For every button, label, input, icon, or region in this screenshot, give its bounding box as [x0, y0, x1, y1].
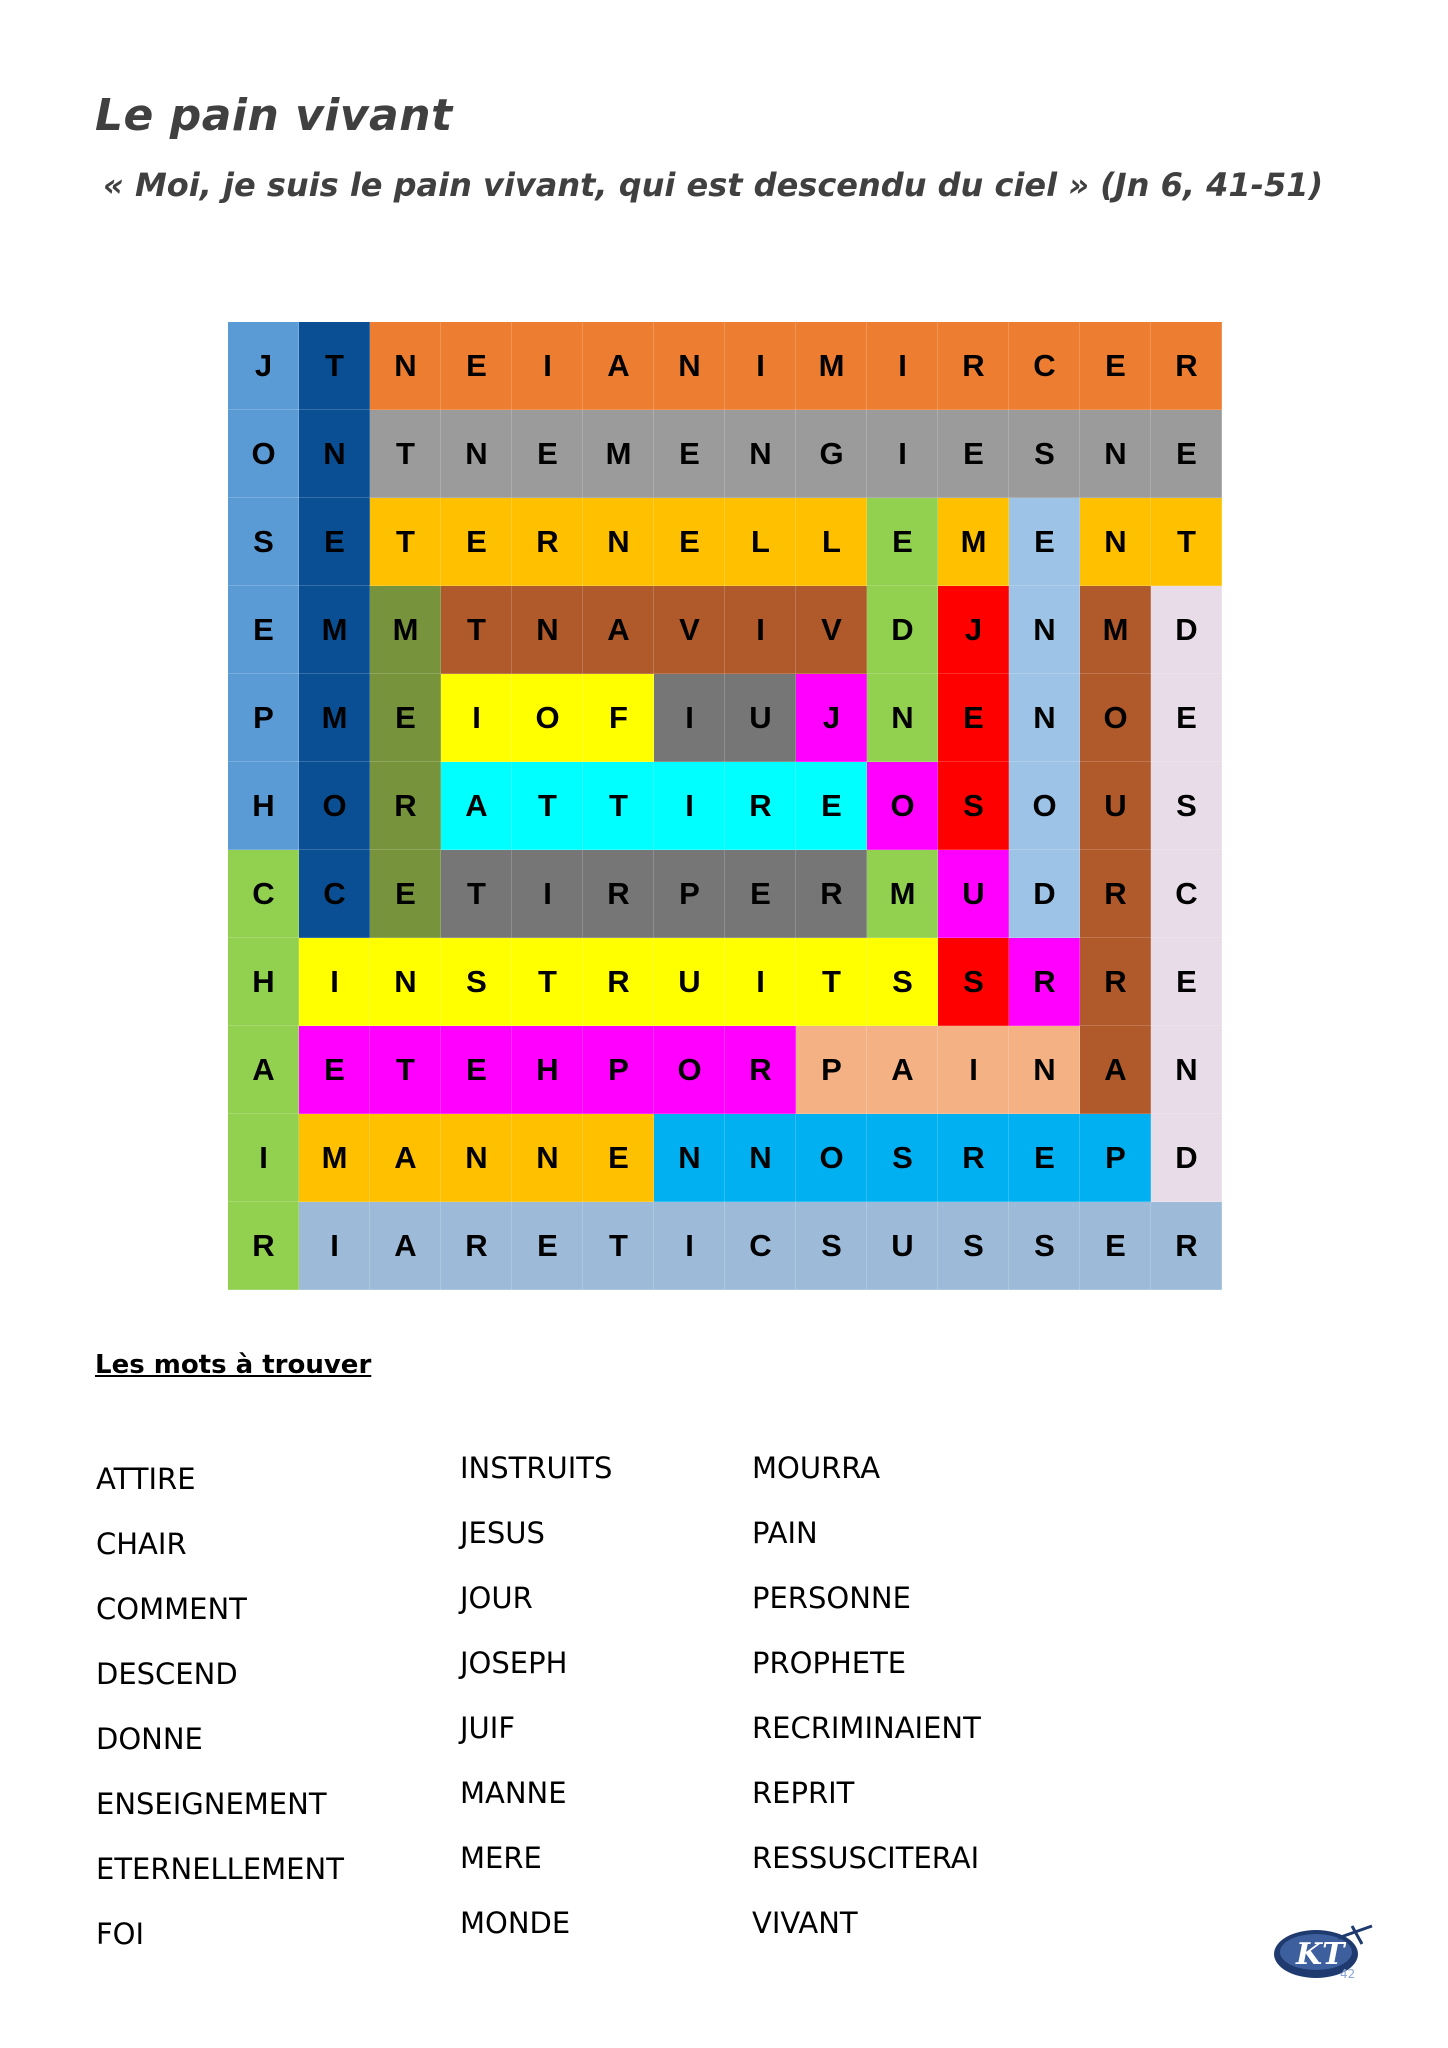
grid-cell[interactable]: L — [796, 498, 867, 586]
grid-cell[interactable]: R — [1151, 322, 1222, 410]
grid-cell[interactable]: N — [1009, 1026, 1080, 1114]
grid-cell[interactable]: I — [725, 938, 796, 1026]
grid-cell[interactable]: N — [583, 498, 654, 586]
grid-cell[interactable]: S — [867, 938, 938, 1026]
grid-cell[interactable]: M — [299, 1114, 370, 1202]
grid-cell[interactable]: A — [228, 1026, 299, 1114]
grid-cell[interactable]: I — [299, 1202, 370, 1290]
grid-cell[interactable]: E — [725, 850, 796, 938]
word-list-item: JUIF — [460, 1711, 516, 1745]
grid-cell[interactable]: R — [938, 322, 1009, 410]
grid-cell[interactable]: P — [1080, 1114, 1151, 1202]
word-list-item: MOURRA — [752, 1451, 881, 1485]
grid-cell[interactable]: O — [796, 1114, 867, 1202]
grid-cell[interactable]: N — [1009, 674, 1080, 762]
grid-cell[interactable]: O — [654, 1026, 725, 1114]
word-list-item: PAIN — [752, 1516, 818, 1550]
grid-cell[interactable]: C — [1009, 322, 1080, 410]
grid-cell[interactable]: T — [441, 850, 512, 938]
grid-cell[interactable]: N — [725, 410, 796, 498]
word-list-item: ATTIRE — [96, 1462, 196, 1496]
grid-cell[interactable]: O — [1080, 674, 1151, 762]
grid-cell[interactable]: N — [1080, 498, 1151, 586]
grid-cell[interactable]: N — [867, 674, 938, 762]
grid-cell[interactable]: I — [228, 1114, 299, 1202]
grid-cell[interactable]: M — [938, 498, 1009, 586]
word-list-item: JESUS — [460, 1516, 545, 1550]
grid-cell[interactable]: T — [370, 1026, 441, 1114]
grid-cell[interactable]: E — [512, 1202, 583, 1290]
grid-cell[interactable]: E — [441, 498, 512, 586]
grid-cell[interactable]: A — [867, 1026, 938, 1114]
word-list-item: COMMENT — [96, 1592, 247, 1626]
grid-cell[interactable]: R — [583, 938, 654, 1026]
word-list-item: FOI — [96, 1917, 145, 1951]
grid-cell[interactable]: E — [938, 410, 1009, 498]
grid-cell[interactable]: R — [512, 498, 583, 586]
word-list-item: JOUR — [460, 1581, 533, 1615]
grid-cell[interactable]: M — [370, 586, 441, 674]
grid-cell[interactable]: E — [654, 498, 725, 586]
grid-cell[interactable]: E — [370, 674, 441, 762]
word-list-item: JOSEPH — [460, 1646, 568, 1680]
grid-cell[interactable]: U — [725, 674, 796, 762]
grid-cell[interactable]: R — [583, 850, 654, 938]
grid-cell[interactable]: S — [1009, 410, 1080, 498]
grid-cell[interactable]: N — [1009, 586, 1080, 674]
grid-cell[interactable]: T — [796, 938, 867, 1026]
word-list-item: ETERNELLEMENT — [96, 1852, 344, 1886]
page-subtitle: « Moi, je suis le pain vivant, qui est descendu du ciel » (Jn 6, 41-51) — [103, 166, 1324, 204]
grid-cell[interactable]: E — [299, 498, 370, 586]
grid-cell[interactable]: T — [299, 322, 370, 410]
grid-cell[interactable]: N — [725, 1114, 796, 1202]
grid-cell[interactable]: V — [796, 586, 867, 674]
grid-cell[interactable]: A — [370, 1202, 441, 1290]
grid-cell[interactable]: C — [299, 850, 370, 938]
grid-cell[interactable]: S — [1009, 1202, 1080, 1290]
grid-cell[interactable]: H — [228, 938, 299, 1026]
grid-cell[interactable]: S — [228, 498, 299, 586]
grid-cell[interactable]: U — [938, 850, 1009, 938]
grid-cell[interactable]: J — [938, 586, 1009, 674]
grid-cell[interactable]: E — [1080, 322, 1151, 410]
grid-cell[interactable]: P — [654, 850, 725, 938]
grid-cell[interactable]: N — [654, 1114, 725, 1202]
grid-cell[interactable]: M — [583, 410, 654, 498]
grid-cell[interactable]: V — [654, 586, 725, 674]
grid-cell[interactable]: O — [1009, 762, 1080, 850]
word-list-column-2 — [460, 1451, 612, 1971]
word-list-item: DESCEND — [96, 1657, 238, 1691]
word-list-item: CHAIR — [96, 1527, 187, 1561]
grid-cell[interactable]: E — [1151, 674, 1222, 762]
grid-cell[interactable]: F — [583, 674, 654, 762]
grid-cell[interactable]: E — [583, 1114, 654, 1202]
grid-cell[interactable]: N — [370, 322, 441, 410]
grid-cell[interactable]: D — [867, 586, 938, 674]
grid-cell[interactable]: I — [867, 410, 938, 498]
grid-cell[interactable]: E — [1151, 938, 1222, 1026]
grid-cell[interactable]: T — [512, 762, 583, 850]
word-list-item: RESSUSCITERAI — [752, 1841, 980, 1875]
grid-cell[interactable]: S — [938, 762, 1009, 850]
grid-cell[interactable]: E — [938, 674, 1009, 762]
grid-cell[interactable]: O — [867, 762, 938, 850]
word-list-item: ENSEIGNEMENT — [96, 1787, 327, 1821]
grid-cell[interactable]: G — [796, 410, 867, 498]
grid-cell[interactable]: N — [512, 1114, 583, 1202]
grid-cell[interactable]: A — [441, 762, 512, 850]
grid-cell[interactable]: S — [938, 1202, 1009, 1290]
grid-cell[interactable]: N — [370, 938, 441, 1026]
grid-cell[interactable]: A — [583, 322, 654, 410]
grid-cell[interactable]: T — [1151, 498, 1222, 586]
grid-cell[interactable]: E — [654, 410, 725, 498]
grid-cell[interactable]: N — [299, 410, 370, 498]
grid-cell[interactable]: E — [867, 498, 938, 586]
grid-cell[interactable]: I — [654, 762, 725, 850]
grid-cell[interactable]: E — [1009, 498, 1080, 586]
grid-cell[interactable]: I — [512, 322, 583, 410]
grid-cell[interactable]: M — [867, 850, 938, 938]
grid-cell[interactable]: O — [299, 762, 370, 850]
word-list-column-1 — [96, 1462, 344, 1982]
grid-cell[interactable]: N — [512, 586, 583, 674]
grid-cell[interactable]: R — [725, 762, 796, 850]
grid-cell[interactable]: H — [512, 1026, 583, 1114]
grid-cell[interactable]: I — [654, 674, 725, 762]
grid-cell[interactable]: N — [654, 322, 725, 410]
grid-cell[interactable]: H — [228, 762, 299, 850]
grid-cell[interactable]: T — [583, 762, 654, 850]
grid-cell[interactable]: C — [725, 1202, 796, 1290]
word-search-grid — [228, 322, 1222, 1290]
grid-cell[interactable]: E — [1080, 1202, 1151, 1290]
grid-cell[interactable]: R — [370, 762, 441, 850]
grid-cell[interactable]: A — [1080, 1026, 1151, 1114]
grid-cell[interactable]: D — [1151, 586, 1222, 674]
grid-cell[interactable]: E — [441, 1026, 512, 1114]
grid-cell[interactable]: M — [1080, 586, 1151, 674]
grid-cell[interactable]: T — [370, 410, 441, 498]
grid-cell[interactable]: E — [299, 1026, 370, 1114]
grid-cell[interactable]: D — [1009, 850, 1080, 938]
grid-cell[interactable]: C — [228, 850, 299, 938]
grid-cell[interactable]: M — [299, 586, 370, 674]
page-title: Le pain vivant — [95, 90, 453, 141]
word-list-item: MANNE — [460, 1776, 567, 1810]
grid-cell[interactable]: R — [725, 1026, 796, 1114]
grid-cell[interactable]: T — [441, 586, 512, 674]
grid-cell[interactable]: P — [228, 674, 299, 762]
grid-cell[interactable]: J — [228, 322, 299, 410]
grid-cell[interactable]: I — [938, 1026, 1009, 1114]
grid-cell[interactable]: R — [441, 1202, 512, 1290]
grid-cell[interactable]: R — [1009, 938, 1080, 1026]
word-list-item: PROPHETE — [752, 1646, 907, 1680]
grid-cell[interactable]: U — [1080, 762, 1151, 850]
grid-cell[interactable]: A — [370, 1114, 441, 1202]
word-list-item: RECRIMINAIENT — [752, 1711, 981, 1745]
grid-cell[interactable]: T — [370, 498, 441, 586]
grid-cell[interactable]: O — [228, 410, 299, 498]
grid-cell[interactable]: E — [1009, 1114, 1080, 1202]
grid-cell[interactable]: R — [1080, 850, 1151, 938]
grid-cell[interactable]: S — [1151, 762, 1222, 850]
grid-cell[interactable]: E — [370, 850, 441, 938]
grid-cell[interactable]: R — [1080, 938, 1151, 1026]
grid-cell[interactable]: C — [1151, 850, 1222, 938]
word-list-item: PERSONNE — [752, 1581, 911, 1615]
grid-cell[interactable]: E — [441, 322, 512, 410]
grid-cell[interactable]: E — [512, 410, 583, 498]
grid-cell[interactable]: I — [654, 1202, 725, 1290]
word-list-item: REPRIT — [752, 1776, 855, 1810]
grid-cell[interactable]: S — [938, 938, 1009, 1026]
word-list-item: MONDE — [460, 1906, 571, 1940]
word-list-item: INSTRUITS — [460, 1451, 613, 1485]
grid-cell[interactable]: I — [512, 850, 583, 938]
grid-cell[interactable]: I — [867, 322, 938, 410]
grid-cell[interactable]: E — [1151, 410, 1222, 498]
grid-cell[interactable]: N — [1151, 1026, 1222, 1114]
grid-cell[interactable]: E — [228, 586, 299, 674]
grid-cell[interactable]: I — [441, 674, 512, 762]
grid-cell[interactable]: R — [938, 1114, 1009, 1202]
word-list-item: MERE — [460, 1841, 542, 1875]
grid-cell[interactable]: E — [796, 762, 867, 850]
grid-cell[interactable]: I — [725, 322, 796, 410]
grid-cell[interactable]: S — [796, 1202, 867, 1290]
grid-cell[interactable]: M — [796, 322, 867, 410]
grid-cell[interactable]: T — [583, 1202, 654, 1290]
word-list-column-3 — [752, 1451, 981, 1971]
grid-cell[interactable]: R — [796, 850, 867, 938]
grid-cell[interactable]: N — [441, 1114, 512, 1202]
grid-cell[interactable]: N — [441, 410, 512, 498]
grid-cell[interactable]: P — [583, 1026, 654, 1114]
grid-cell[interactable]: S — [441, 938, 512, 1026]
grid-cell[interactable]: I — [725, 586, 796, 674]
grid-cell[interactable]: T — [512, 938, 583, 1026]
grid-cell[interactable]: J — [796, 674, 867, 762]
grid-cell[interactable]: L — [725, 498, 796, 586]
grid-cell[interactable]: U — [867, 1202, 938, 1290]
word-list-item: VIVANT — [752, 1906, 858, 1940]
grid-cell[interactable]: I — [299, 938, 370, 1026]
logo-subtext: 42 — [1340, 1967, 1356, 1981]
grid-cell[interactable]: R — [1151, 1202, 1222, 1290]
kt42-logo-icon — [1268, 1922, 1378, 1982]
words-heading: Les mots à trouver — [95, 1350, 372, 1380]
logo-text: KT — [1296, 1937, 1345, 1972]
word-list-item: DONNE — [96, 1722, 203, 1756]
grid-cell[interactable]: D — [1151, 1114, 1222, 1202]
grid-cell[interactable]: O — [512, 674, 583, 762]
grid-cell[interactable]: S — [867, 1114, 938, 1202]
grid-cell[interactable]: M — [299, 674, 370, 762]
grid-cell[interactable]: A — [583, 586, 654, 674]
grid-cell[interactable]: U — [654, 938, 725, 1026]
grid-cell[interactable]: N — [1080, 410, 1151, 498]
grid-cell[interactable]: R — [228, 1202, 299, 1290]
grid-cell[interactable]: P — [796, 1026, 867, 1114]
